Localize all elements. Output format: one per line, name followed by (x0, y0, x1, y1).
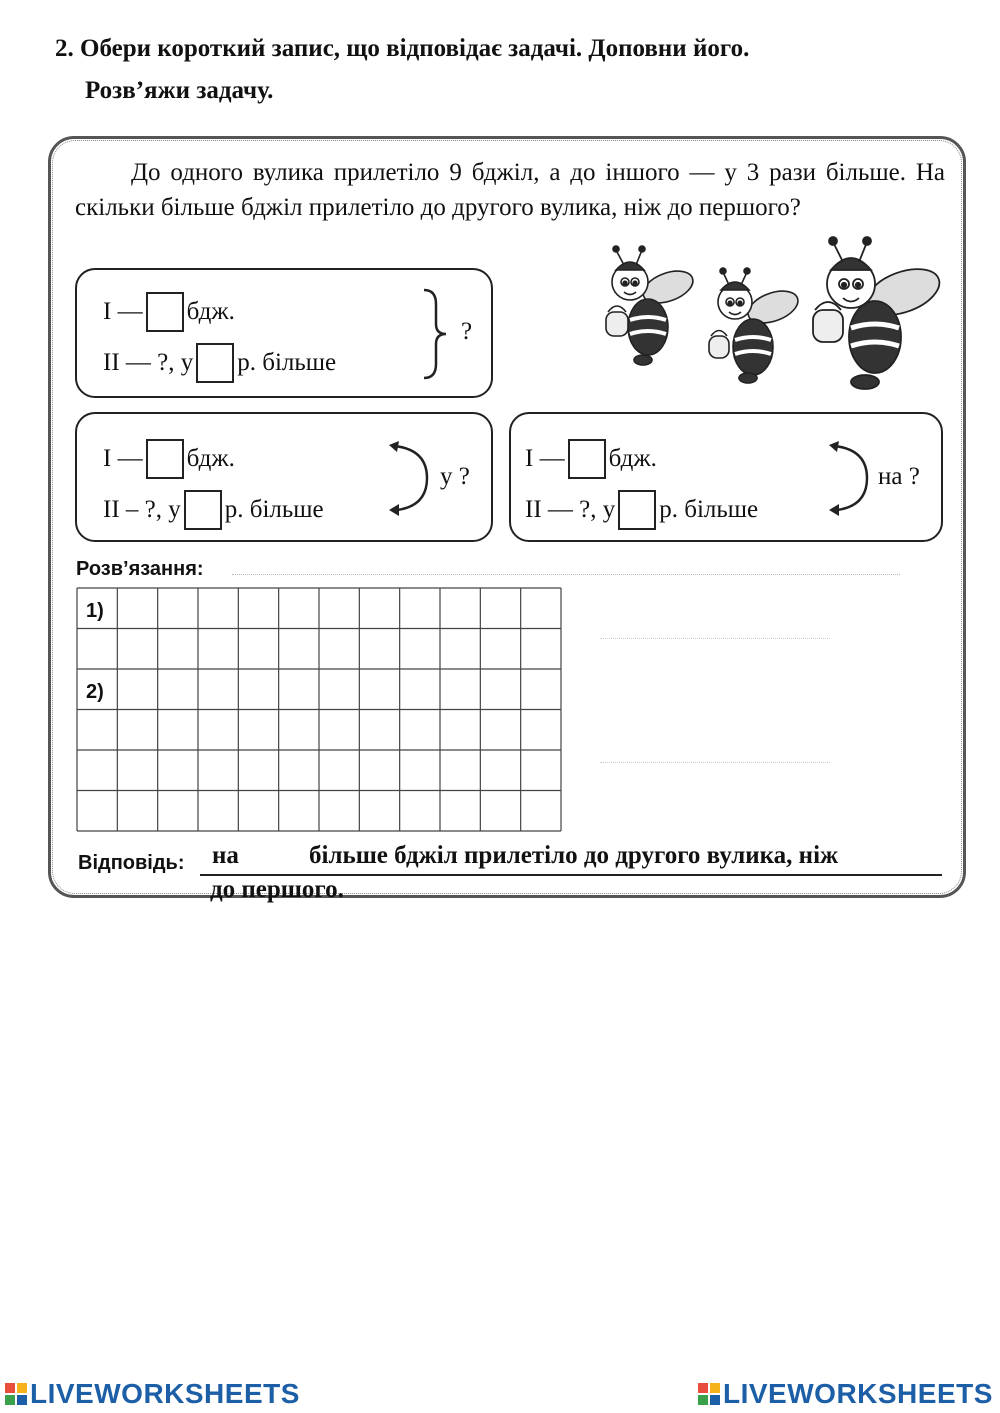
option-1-box-times[interactable] (196, 343, 234, 383)
option-1-row-1 (103, 292, 235, 332)
option-2-arrow-icon (385, 440, 435, 520)
liveworksheets-text-left: LIVEWORKSHEETS (30, 1378, 300, 1409)
option-2-row2-suffix: р. більше (224, 496, 324, 523)
option-3-row1-prefix: I — (525, 445, 565, 472)
answer-rest-line2: до першого. (210, 876, 344, 903)
task-heading-line1: 2. Обери короткий запис, що відповідає задачі. Доповни його. (55, 35, 750, 62)
liveworksheets-logo-right (698, 1378, 993, 1410)
problem-text (75, 155, 945, 225)
option-2-row-2 (103, 490, 324, 530)
solution-grid[interactable] (76, 587, 562, 832)
liveworksheets-icon-right (698, 1383, 720, 1405)
option-2-row1-prefix: I — (103, 445, 143, 472)
option-3-row1-suffix: бдж. (608, 445, 657, 472)
option-1-question: ? (461, 318, 473, 345)
option-1-brace-icon (420, 288, 450, 380)
solution-title: Розв’язання: (76, 558, 204, 580)
bee-3-icon (813, 237, 946, 389)
answer-na: на (212, 842, 239, 869)
option-1-row1-prefix: I — (103, 298, 143, 325)
option-3-row-1 (525, 439, 657, 479)
solution-step-2-label: 2) (86, 681, 104, 703)
liveworksheets-text-right: LIVEWORKSHEETS (723, 1378, 993, 1409)
option-2-question: у ? (440, 463, 470, 490)
option-2-box-times[interactable] (184, 490, 222, 530)
option-2-box-bees[interactable] (146, 439, 184, 479)
bee-2-icon (709, 268, 802, 383)
option-3-box-times[interactable] (618, 490, 656, 530)
option-1-box-bees[interactable] (146, 292, 184, 332)
bees-illustration (598, 232, 948, 397)
bee-1-icon (606, 246, 697, 365)
option-1-row1-suffix: бдж. (186, 298, 235, 325)
task-heading (55, 28, 749, 112)
option-3-row2-prefix: II — ?, у (525, 496, 616, 523)
answer-label: Відповідь: (78, 852, 185, 874)
option-1-row2-prefix: II — ?, у (103, 349, 194, 376)
task-heading-line2: Розв’яжи задачу. (85, 77, 274, 104)
option-1-row-2 (103, 343, 336, 383)
faint-dots-1 (600, 638, 830, 639)
problem-statement: До одного вулика прилетіло 9 бджіл, а до іншого — у 3 рази більше. На скільки більше бджіл прилетіло до другого вулика, ніж до першого? (75, 159, 945, 221)
faint-dots-2 (600, 762, 830, 763)
solution-step-1-label: 1) (86, 600, 104, 622)
option-3-row2-suffix: р. більше (659, 496, 759, 523)
solution-title-dots (232, 574, 900, 575)
option-3-box-bees[interactable] (568, 439, 606, 479)
option-2-row1-suffix: бдж. (186, 445, 235, 472)
option-2-row2-prefix: II – ?, у (103, 496, 181, 523)
option-3-arrow-icon (825, 440, 875, 520)
liveworksheets-logo-left (5, 1378, 300, 1410)
option-1-row2-suffix: р. більше (237, 349, 337, 376)
liveworksheets-icon-left (5, 1383, 27, 1405)
option-2-row-1 (103, 439, 235, 479)
answer-rest-line1: більше бджіл прилетіло до другого вулика, ніж (309, 842, 839, 869)
option-3-question: на ? (878, 463, 920, 490)
option-3-row-2 (525, 490, 758, 530)
